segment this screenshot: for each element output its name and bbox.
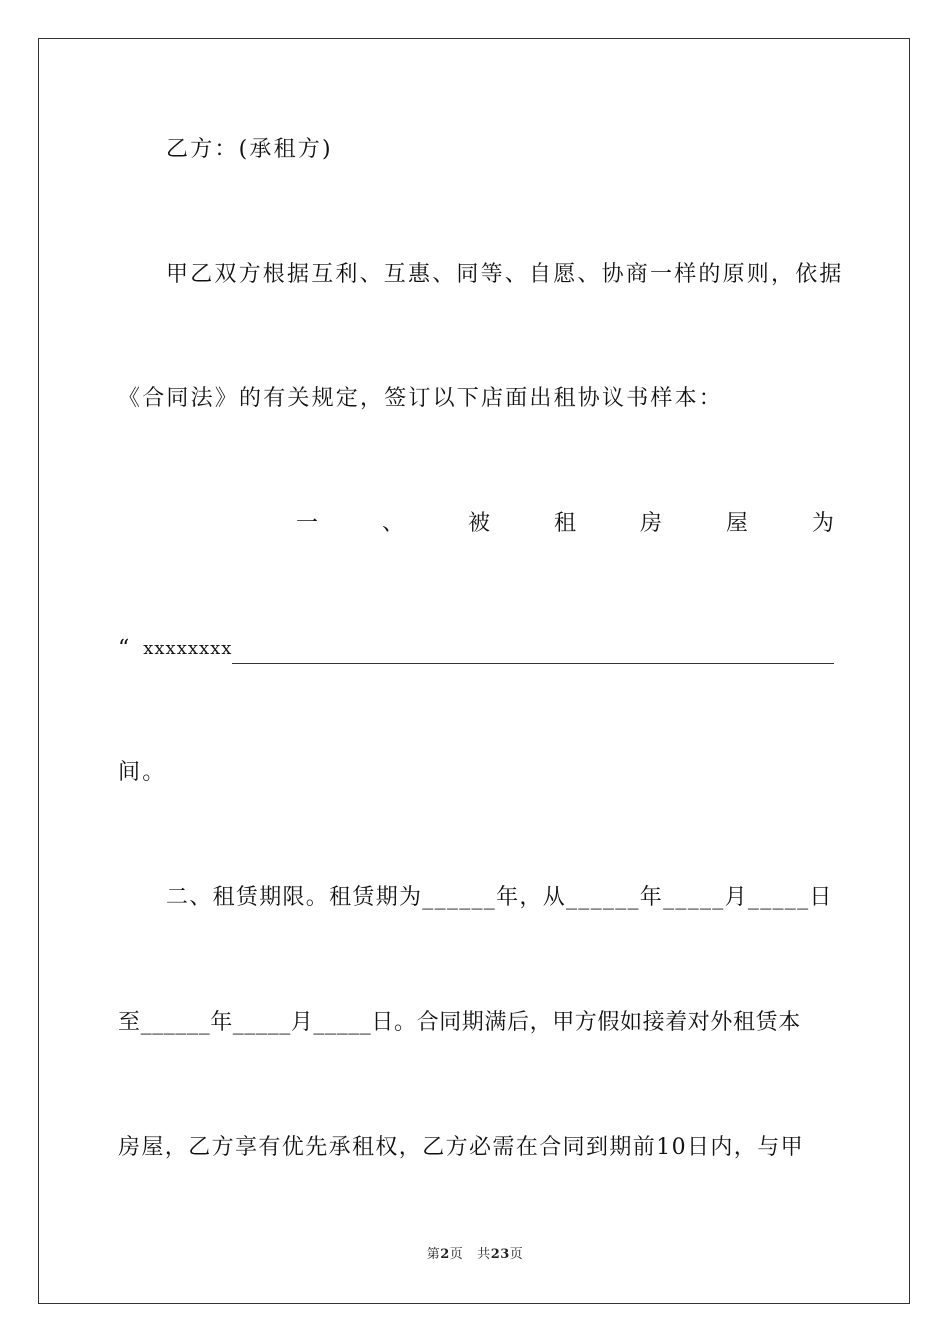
clause-one-char: 被	[467, 511, 490, 536]
footer-total-prefix: 共	[477, 1247, 491, 1262]
clause-two-line-3: 房屋，乙方享有优先承租权，乙方必需在合同到期前10日内，与甲	[118, 1135, 804, 1160]
clause-one-char: 屋	[725, 511, 748, 536]
party-b-line: 乙方：(承租方)	[166, 137, 333, 162]
open-quote: “	[118, 636, 130, 661]
clause-two-line-2: 至______年_____月_____日。合同期满后，甲方假如接着对外租赁本	[118, 1010, 801, 1035]
footer-total-suffix: 页	[509, 1247, 524, 1262]
clause-one-char: 一	[296, 511, 319, 536]
page-footer	[0, 1246, 950, 1264]
footer-page-number: 2	[440, 1247, 450, 1262]
clause-one-char: 为	[811, 511, 834, 536]
intro-line-1: 甲乙双方根据互利、互惠、同等、自愿、协商一样的原则，依据	[166, 262, 844, 287]
clause-one-heading	[296, 509, 834, 539]
clause-one-char: 、	[381, 511, 404, 536]
clause-one-char: 房	[639, 511, 662, 536]
intro-line-2: 《合同法》的有关规定，签订以下店面出租协议书样本：	[118, 386, 724, 411]
address-blank-rule	[232, 641, 834, 664]
clause-two-line-1: 二、租赁期限。租赁期为______年，从______年_____月_____日	[166, 885, 833, 910]
address-line-end: 间。	[118, 760, 167, 785]
property-address-line	[118, 634, 834, 664]
footer-page-prefix: 第	[426, 1247, 441, 1262]
clause-one-char: 租	[553, 511, 576, 536]
page-border	[38, 38, 910, 1304]
footer-total-number: 23	[490, 1247, 510, 1262]
footer-page-suffix: 页	[449, 1247, 464, 1262]
address-placeholder: xxxxxxxx	[143, 638, 233, 659]
